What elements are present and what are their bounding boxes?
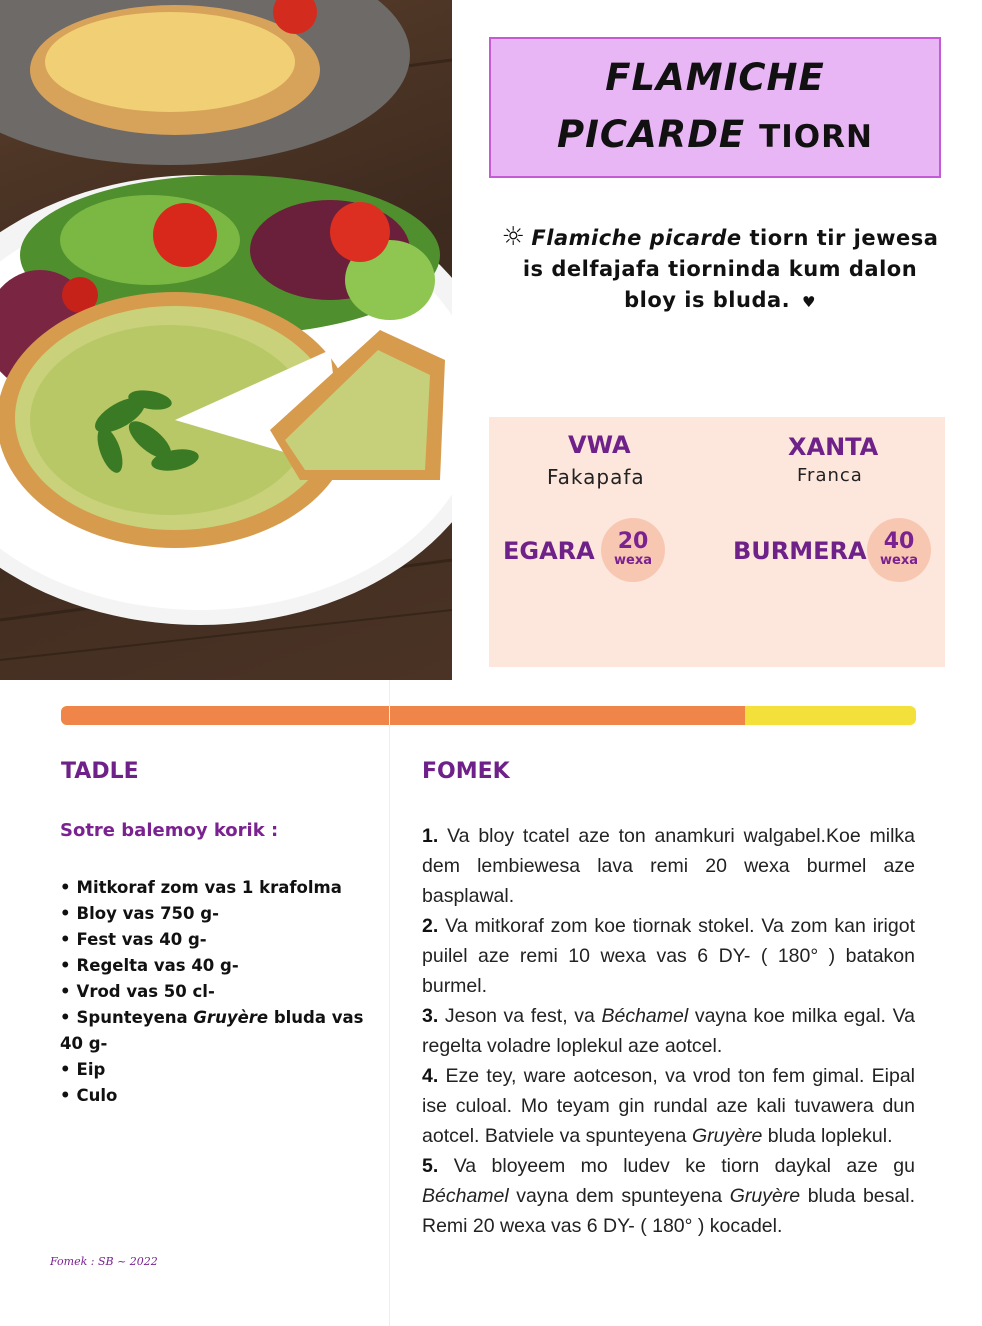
xanta-value: Franca (797, 465, 863, 486)
ingredient-text: Vrod vas 50 cl- (76, 982, 215, 1001)
intro-text: tiorn tir jewesa is delfajafa tiorninda kum dalon bloy is bluda. (522, 226, 939, 312)
egara-time: 20 (617, 529, 649, 554)
steps-heading: FOMEK (422, 759, 510, 784)
progress-bar-orange-fill (61, 706, 745, 725)
step-number: 5. (422, 1155, 439, 1177)
intro-dish-name: Flamiche picarde (531, 226, 742, 250)
step-item (422, 911, 915, 1001)
vwa-value: Fakapafa (547, 465, 645, 489)
step-emphasis: Béchamel (422, 1185, 509, 1207)
egara-timer-badge (601, 518, 665, 582)
color-progress-bar (61, 706, 916, 725)
step-number: 3. (422, 1005, 439, 1027)
recipe-title (557, 49, 873, 166)
step-text: Jeson va fest, va (438, 1005, 602, 1027)
ingredient-item (60, 953, 390, 979)
title-suffix: TIORN (759, 119, 873, 155)
burmera-label: BURMERA (733, 537, 867, 565)
ingredients-subheading: Sotre balemoy korik : (60, 820, 279, 841)
egara-unit: wexa (614, 553, 652, 568)
sun-icon: ☼ (501, 222, 526, 252)
ingredient-item (60, 979, 390, 1005)
step-emphasis: Gruyère (729, 1185, 801, 1207)
step-text: Va mitkoraf zom koe tiornak stokel. Va zom kan irigot puilel aze remi 10 wexa vas 6 DY- ( 180° ) batakon burmel. (422, 915, 915, 997)
step-text: Eze tey, ware aotceson, va vrod ton fem gimal. Eipal ise culoal. Mo teyam gin rundal aze kali tuvawera dun aotcel. Batviele va spunteyena (422, 1065, 915, 1147)
title-line-2: PICARDE (557, 113, 746, 156)
recipe-info-panel (489, 417, 945, 667)
step-text: vayna dem spunteyena (508, 1185, 730, 1207)
ingredient-text-em: Gruyère (193, 1008, 269, 1027)
ingredient-item (60, 901, 390, 927)
step-number: 4. (422, 1065, 439, 1087)
title-line-1: FLAMICHE (605, 56, 825, 99)
step-item (422, 1151, 915, 1241)
ingredient-text: Mitkoraf zom vas 1 krafolma (76, 878, 342, 897)
xanta-label: XANTA (788, 433, 879, 461)
step-item (422, 1061, 915, 1151)
step-number: 2. (422, 915, 439, 937)
ingredient-text: Fest vas 40 g- (76, 930, 207, 949)
recipe-title-box (489, 37, 941, 178)
vwa-label: VWA (568, 431, 631, 459)
step-emphasis: Béchamel (601, 1005, 689, 1027)
ingredients-list (60, 875, 390, 1109)
ingredient-text: Bloy vas 750 g- (76, 904, 219, 923)
step-item (422, 1001, 915, 1061)
step-text: Va bloyeem mo ludev ke tiorn daykal aze gu (438, 1155, 915, 1177)
burmera-time: 40 (883, 529, 915, 554)
burmera-unit: wexa (880, 553, 918, 568)
ingredient-item (60, 875, 390, 901)
ingredients-heading: TADLE (61, 759, 139, 784)
ingredient-text-post: bluda vas 40 g- (60, 1008, 364, 1053)
ingredient-text: Regelta vas 40 g- (76, 956, 239, 975)
ingredient-item (60, 1057, 390, 1083)
step-text: vayna koe milka egal. Va regelta voladre loplekul aze aotcel. (422, 1005, 915, 1057)
step-text: Va bloy tcatel aze ton anamkuri walgabel.Koe milka dem lembiewesa lava remi 20 wexa burmel aze basplawal. (422, 825, 915, 907)
credit-note: Fomek : SB ~ 2022 (50, 1255, 158, 1268)
steps-list (422, 821, 915, 1241)
ingredient-text: Eip (76, 1060, 106, 1079)
burmera-timer-badge (867, 518, 931, 582)
ingredient-item (60, 1005, 390, 1057)
ingredient-item (60, 1083, 390, 1109)
ingredient-item (60, 927, 390, 953)
ingredient-text: Culo (76, 1086, 118, 1105)
egara-label: EGARA (503, 537, 595, 565)
step-text: bluda besal. Remi 20 wexa vas 6 DY- ( 180° ) kocadel. (422, 1185, 915, 1237)
recipe-intro (500, 222, 940, 318)
step-emphasis: Gruyère (691, 1125, 763, 1147)
quiche-photo (0, 0, 452, 680)
step-number: 1. (422, 825, 439, 847)
step-text: bluda loplekul. (762, 1125, 893, 1147)
ingredient-text-pre: Spunteyena (76, 1008, 194, 1027)
heart-icon: ♥ (801, 293, 816, 311)
step-item (422, 821, 915, 911)
quiche-illustration (0, 0, 452, 680)
